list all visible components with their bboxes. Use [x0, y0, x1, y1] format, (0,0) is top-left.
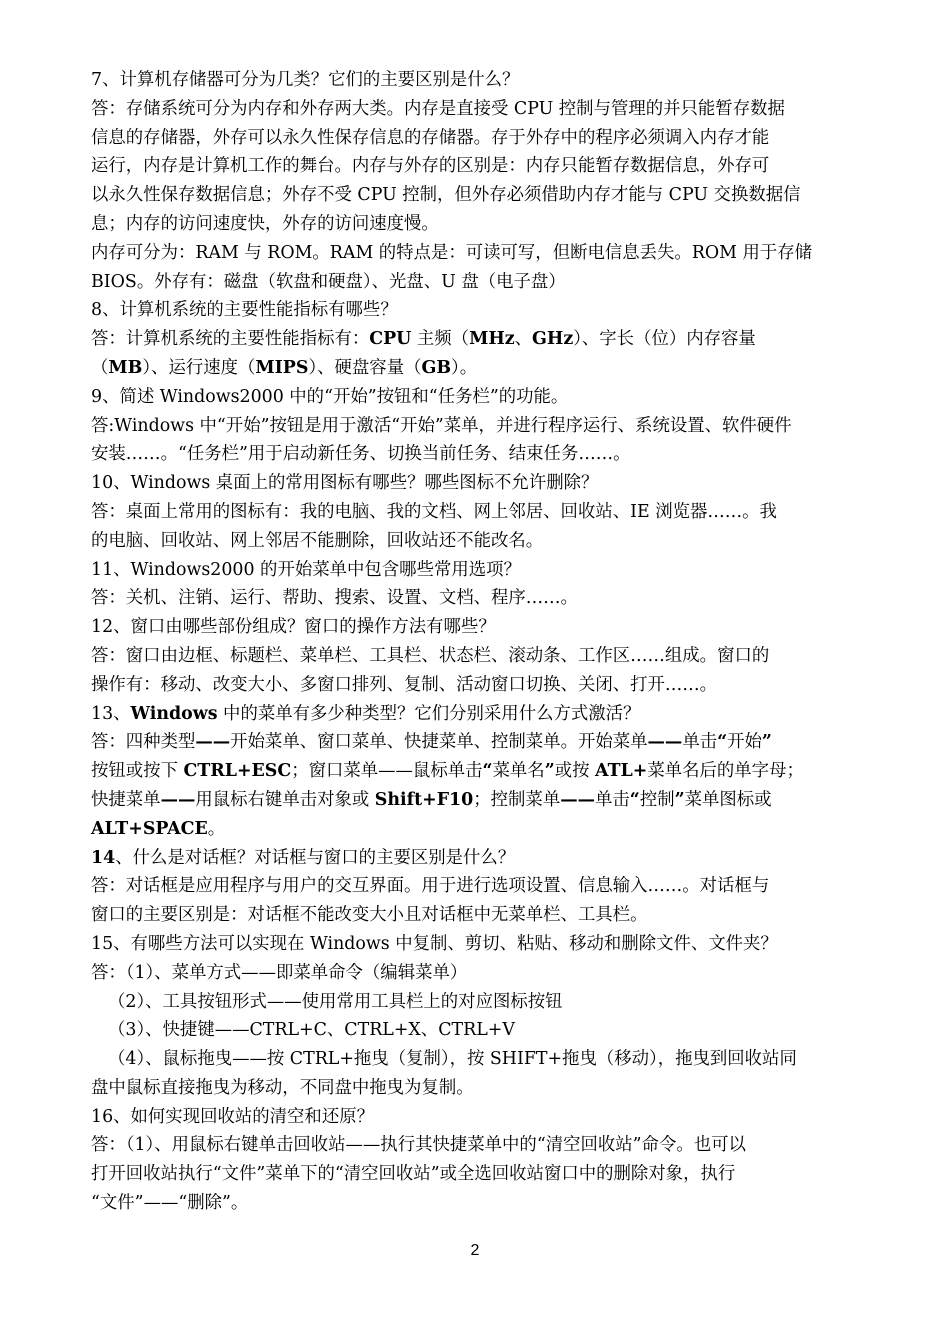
- text-run: ）。: [451, 357, 478, 378]
- text-run: 答：窗口由边框、标题栏、菜单栏、工具栏、状态栏、滚动条、工作区……组成。窗口的: [91, 645, 770, 666]
- bold-text-run: ——: [647, 732, 683, 753]
- bold-text-run: ——: [160, 789, 196, 810]
- bold-text-run: “: [717, 732, 728, 753]
- text-line: [91, 786, 870, 815]
- text-run: ；窗口菜单——鼠标单击: [291, 761, 483, 782]
- text-run: “文件”——“删除”。: [91, 1193, 249, 1214]
- text-line: [91, 239, 870, 268]
- bold-text-run: CTRL+ESC: [183, 761, 292, 782]
- text-line: [91, 1160, 870, 1189]
- text-line: [91, 95, 870, 124]
- bold-text-run: GB: [421, 357, 452, 378]
- text-run: 11、Windows2000 的开始菜单中包含哪些常用选项？: [91, 559, 521, 580]
- text-run: 答：对话框是应用程序与用户的交互界面。用于进行选项设置、信息输入……。对话框与: [91, 876, 770, 897]
- bold-text-run: GHz: [532, 329, 574, 350]
- text-run: 、什么是对话框？对话框与窗口的主要区别是什么？: [115, 847, 516, 868]
- text-run: 菜单名: [492, 761, 545, 782]
- text-run: 开始菜单、窗口菜单、快捷菜单、控制菜单。开始菜单: [230, 732, 648, 753]
- text-run: 息；内存的访问速度快，外存的访问速度慢。: [91, 213, 439, 234]
- text-run: 单击: [682, 732, 718, 753]
- page-number: 2: [470, 1242, 480, 1259]
- text-run: 7、计算机存储器可分为几类？它们的主要区别是什么？: [91, 70, 520, 90]
- text-line: [91, 440, 870, 469]
- bold-text-run: “: [482, 761, 493, 782]
- bold-text-run: MB: [108, 357, 143, 378]
- text-run: 窗口的主要区别是：对话框不能改变大小且对话框中无菜单栏、工具栏。: [91, 905, 648, 926]
- text-line: [91, 296, 870, 325]
- text-run: 或按: [554, 761, 596, 782]
- bold-text-run: ALT+SPACE: [91, 818, 208, 839]
- text-line: [91, 498, 870, 527]
- text-run: 13、: [91, 703, 131, 724]
- text-line: [91, 1189, 870, 1218]
- text-run: 操作有：移动、改变大小、多窗口排列、复制、活动窗口切换、关闭、打开……。: [91, 674, 718, 695]
- text-run: 用鼠标右键单击对象或: [195, 789, 375, 810]
- text-run: 内存可分为：RAM 与 ROM。RAM 的特点是：可读可写，但断电信息丢失。ROM 用于存储: [91, 242, 813, 263]
- text-line: [91, 815, 870, 844]
- text-run: 12、窗口由哪些部份组成？窗口的操作方法有哪些？: [91, 617, 496, 638]
- text-run: ）、运行速度（: [142, 357, 256, 378]
- text-run: 、: [514, 329, 533, 350]
- text-line: [91, 642, 870, 671]
- text-line: [91, 613, 870, 642]
- text-line: [91, 66, 870, 95]
- bold-text-run: Shift+F10: [374, 789, 474, 810]
- text-run: 。: [207, 818, 226, 839]
- bold-text-run: ATL+: [595, 761, 648, 782]
- bold-text-run: ”: [761, 732, 772, 753]
- bold-text-run: ——: [195, 732, 231, 753]
- text-run: 信息的存储器，外存可以永久性保存信息的存储器。存于外存中的程序必须调入内存才能: [91, 127, 770, 148]
- bold-text-run: MIPS: [255, 357, 309, 378]
- text-run: 控制: [639, 789, 675, 810]
- text-line: [91, 181, 870, 210]
- text-run: 16、如何实现回收站的清空和还原？: [91, 1106, 374, 1127]
- text-line: [91, 1131, 870, 1160]
- text-line: [91, 469, 870, 498]
- text-line: [91, 844, 870, 873]
- text-run: 开始: [727, 732, 762, 753]
- text-run: 打开回收站执行“文件”菜单下的“清空回收站”或全选回收站窗口中的删除对象，执行: [91, 1164, 736, 1185]
- text-run: 快捷菜单: [91, 789, 161, 810]
- text-run: 按钮或按下: [91, 761, 184, 782]
- text-run: （2）、工具按钮形式——使用常用工具栏上的对应图标按钮: [108, 991, 563, 1012]
- text-line: [91, 988, 870, 1017]
- text-run: （: [91, 357, 109, 378]
- bold-text-run: CPU: [369, 329, 412, 350]
- text-line: [91, 124, 870, 153]
- bold-text-run: ”: [544, 761, 555, 782]
- document-body: [91, 66, 870, 1218]
- text-run: 答：四种类型: [91, 732, 196, 753]
- text-run: 菜单图标或: [684, 789, 772, 810]
- text-run: 答：（1）、用鼠标右键单击回收站——执行其快捷菜单中的“清空回收站”命令。也可以: [91, 1135, 746, 1156]
- text-line: [91, 268, 870, 297]
- text-run: 主频（: [411, 329, 470, 350]
- text-line: [91, 872, 870, 901]
- bold-text-run: Windows: [130, 703, 218, 724]
- text-line: [91, 930, 870, 959]
- text-line: [91, 728, 870, 757]
- text-run: 的电脑、回收站、网上邻居不能删除，回收站还不能改名。: [91, 530, 544, 551]
- text-run: ；控制菜单: [473, 789, 561, 810]
- text-line: [91, 1103, 870, 1132]
- text-run: 运行，内存是计算机工作的舞台。内存与外存的区别是：内存只能暂存数据信息，外存可: [91, 156, 770, 177]
- text-run: BIOS。外存有：磁盘（软盘和硬盘）、光盘、U 盘（电子盘）: [91, 271, 566, 292]
- text-run: 菜单名后的单字母；: [647, 761, 804, 782]
- text-run: 答：桌面上常用的图标有：我的电脑、我的文档、网上邻居、回收站、IE 浏览器……。我: [91, 501, 777, 522]
- text-run: 中的菜单有多少种类型？它们分别采用什么方式激活？: [217, 703, 641, 724]
- text-line: [91, 152, 870, 181]
- text-run: 以永久性保存数据信息；外存不受 CPU 控制，但外存必须借助内存才能与 CPU 交换数据信: [91, 185, 801, 206]
- text-run: 10、Windows 桌面上的常用图标有哪些？哪些图标不允许删除？: [91, 473, 599, 494]
- text-run: ）、硬盘容量（: [308, 357, 422, 378]
- text-run: 单击: [595, 789, 630, 810]
- text-line: [91, 757, 870, 786]
- text-line: [91, 383, 870, 412]
- text-line: [91, 325, 870, 354]
- text-line: [91, 700, 870, 729]
- text-run: 答：关机、注销、运行、帮助、搜索、设置、文档、程序……。: [91, 588, 578, 609]
- text-run: 答：（1）、菜单方式——即菜单命令（编辑菜单）: [91, 962, 468, 983]
- text-run: 安装……。“任务栏”用于启动新任务、切换当前任务、结束任务……。: [91, 444, 631, 465]
- text-run: （4）、鼠标拖曳——按 CTRL+拖曳（复制），按 SHIFT+拖曳（移动），拖曳到回收站同: [108, 1049, 797, 1070]
- text-run: 8、计算机系统的主要性能指标有哪些？: [91, 300, 398, 321]
- bold-text-run: ”: [674, 789, 685, 810]
- bold-text-run: 14: [91, 847, 116, 868]
- text-run: ）、字长（位）内存容量: [573, 329, 756, 350]
- bold-text-run: MHz: [469, 329, 515, 350]
- text-run: （3）、快捷键——CTRL+C、CTRL+X、CTRL+V: [108, 1020, 515, 1041]
- text-line: [91, 527, 870, 556]
- text-line: [91, 671, 870, 700]
- text-run: 答：计算机系统的主要性能指标有：: [91, 329, 370, 350]
- text-line: [91, 1074, 870, 1103]
- text-run: 答：存储系统可分为内存和外存两大类。内存是直接受 CPU 控制与管理的并只能暂存数据: [91, 98, 785, 119]
- text-line: [91, 1016, 870, 1045]
- bold-text-run: ——: [560, 789, 595, 810]
- text-line: [91, 959, 870, 988]
- text-run: 9、简述 Windows2000 中的“开始”按钮和“任务栏”的功能。: [91, 386, 569, 407]
- text-line: [91, 901, 870, 930]
- text-line: [91, 584, 870, 613]
- text-line: [91, 1045, 870, 1074]
- text-line: [91, 210, 870, 239]
- bold-text-run: “: [629, 789, 640, 810]
- text-run: 15、有哪些方法可以实现在 Windows 中复制、剪切、粘贴、移动和删除文件、文件夹？: [91, 933, 778, 954]
- text-line: [91, 412, 870, 441]
- text-run: 盘中鼠标直接拖曳为移动，不同盘中拖曳为复制。: [91, 1077, 474, 1098]
- text-line: [91, 556, 870, 585]
- text-line: [91, 354, 870, 383]
- text-run: 答:Windows 中“开始”按钮是用于激活“开始”菜单，并进行程序运行、系统设置、软件硬件: [91, 415, 792, 436]
